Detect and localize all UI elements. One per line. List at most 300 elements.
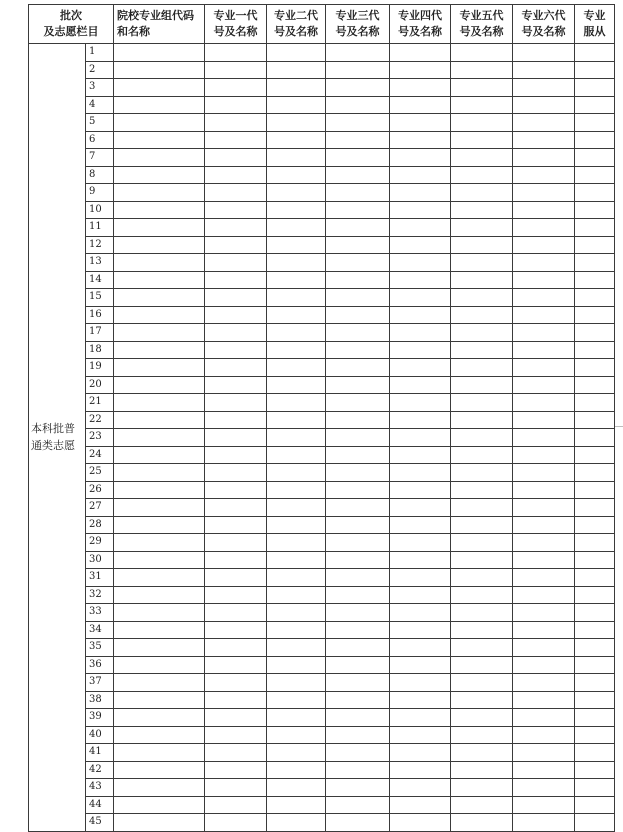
entry-cell[interactable] (390, 551, 451, 569)
entry-cell[interactable] (267, 569, 326, 587)
entry-cell[interactable] (205, 481, 267, 499)
entry-cell[interactable] (390, 201, 451, 219)
entry-cell[interactable] (326, 464, 390, 482)
entry-cell[interactable] (114, 131, 205, 149)
entry-cell[interactable] (267, 411, 326, 429)
entry-cell[interactable] (513, 341, 575, 359)
entry-cell[interactable] (451, 814, 513, 832)
entry-cell[interactable] (390, 779, 451, 797)
entry-cell[interactable] (451, 114, 513, 132)
entry-cell[interactable] (326, 411, 390, 429)
entry-cell[interactable] (114, 796, 205, 814)
entry-cell[interactable] (575, 586, 615, 604)
entry-cell[interactable] (575, 779, 615, 797)
entry-cell[interactable] (390, 569, 451, 587)
entry-cell[interactable] (326, 254, 390, 272)
entry-cell[interactable] (390, 796, 451, 814)
entry-cell[interactable] (205, 691, 267, 709)
entry-cell[interactable] (575, 551, 615, 569)
entry-cell[interactable] (326, 44, 390, 62)
entry-cell[interactable] (267, 761, 326, 779)
entry-cell[interactable] (390, 341, 451, 359)
entry-cell[interactable] (513, 551, 575, 569)
entry-cell[interactable] (114, 394, 205, 412)
entry-cell[interactable] (513, 131, 575, 149)
entry-cell[interactable] (205, 201, 267, 219)
entry-cell[interactable] (114, 481, 205, 499)
entry-cell[interactable] (267, 674, 326, 692)
entry-cell[interactable] (326, 61, 390, 79)
entry-cell[interactable] (451, 149, 513, 167)
entry-cell[interactable] (575, 814, 615, 832)
entry-cell[interactable] (451, 254, 513, 272)
entry-cell[interactable] (451, 779, 513, 797)
entry-cell[interactable] (205, 131, 267, 149)
entry-cell[interactable] (513, 254, 575, 272)
entry-cell[interactable] (267, 726, 326, 744)
entry-cell[interactable] (205, 306, 267, 324)
entry-cell[interactable] (267, 499, 326, 517)
entry-cell[interactable] (267, 236, 326, 254)
entry-cell[interactable] (114, 184, 205, 202)
entry-cell[interactable] (326, 149, 390, 167)
entry-cell[interactable] (205, 569, 267, 587)
entry-cell[interactable] (513, 656, 575, 674)
entry-cell[interactable] (451, 586, 513, 604)
entry-cell[interactable] (451, 551, 513, 569)
entry-cell[interactable] (513, 289, 575, 307)
entry-cell[interactable] (267, 324, 326, 342)
entry-cell[interactable] (267, 656, 326, 674)
entry-cell[interactable] (390, 499, 451, 517)
entry-cell[interactable] (575, 44, 615, 62)
entry-cell[interactable] (513, 814, 575, 832)
entry-cell[interactable] (267, 551, 326, 569)
entry-cell[interactable] (114, 271, 205, 289)
entry-cell[interactable] (513, 184, 575, 202)
entry-cell[interactable] (205, 796, 267, 814)
entry-cell[interactable] (205, 79, 267, 97)
entry-cell[interactable] (114, 674, 205, 692)
entry-cell[interactable] (513, 79, 575, 97)
entry-cell[interactable] (575, 166, 615, 184)
entry-cell[interactable] (114, 761, 205, 779)
entry-cell[interactable] (114, 166, 205, 184)
entry-cell[interactable] (114, 569, 205, 587)
entry-cell[interactable] (575, 96, 615, 114)
entry-cell[interactable] (326, 656, 390, 674)
entry-cell[interactable] (513, 516, 575, 534)
entry-cell[interactable] (114, 499, 205, 517)
entry-cell[interactable] (326, 96, 390, 114)
entry-cell[interactable] (451, 534, 513, 552)
entry-cell[interactable] (575, 446, 615, 464)
entry-cell[interactable] (390, 586, 451, 604)
entry-cell[interactable] (326, 79, 390, 97)
entry-cell[interactable] (513, 429, 575, 447)
entry-cell[interactable] (205, 219, 267, 237)
entry-cell[interactable] (575, 481, 615, 499)
entry-cell[interactable] (390, 271, 451, 289)
entry-cell[interactable] (205, 586, 267, 604)
entry-cell[interactable] (451, 131, 513, 149)
entry-cell[interactable] (326, 744, 390, 762)
entry-cell[interactable] (575, 604, 615, 622)
entry-cell[interactable] (513, 674, 575, 692)
entry-cell[interactable] (390, 376, 451, 394)
entry-cell[interactable] (575, 114, 615, 132)
entry-cell[interactable] (326, 166, 390, 184)
entry-cell[interactable] (114, 324, 205, 342)
entry-cell[interactable] (114, 114, 205, 132)
entry-cell[interactable] (267, 814, 326, 832)
entry-cell[interactable] (390, 131, 451, 149)
entry-cell[interactable] (575, 639, 615, 657)
entry-cell[interactable] (114, 656, 205, 674)
entry-cell[interactable] (451, 271, 513, 289)
entry-cell[interactable] (451, 201, 513, 219)
entry-cell[interactable] (205, 674, 267, 692)
entry-cell[interactable] (205, 96, 267, 114)
entry-cell[interactable] (451, 481, 513, 499)
entry-cell[interactable] (575, 691, 615, 709)
entry-cell[interactable] (575, 376, 615, 394)
entry-cell[interactable] (451, 324, 513, 342)
entry-cell[interactable] (114, 779, 205, 797)
entry-cell[interactable] (205, 446, 267, 464)
entry-cell[interactable] (451, 499, 513, 517)
entry-cell[interactable] (267, 464, 326, 482)
entry-cell[interactable] (451, 464, 513, 482)
entry-cell[interactable] (326, 184, 390, 202)
entry-cell[interactable] (575, 569, 615, 587)
entry-cell[interactable] (513, 446, 575, 464)
entry-cell[interactable] (390, 96, 451, 114)
entry-cell[interactable] (205, 464, 267, 482)
entry-cell[interactable] (575, 621, 615, 639)
entry-cell[interactable] (513, 499, 575, 517)
entry-cell[interactable] (513, 271, 575, 289)
entry-cell[interactable] (513, 359, 575, 377)
entry-cell[interactable] (205, 761, 267, 779)
entry-cell[interactable] (205, 61, 267, 79)
entry-cell[interactable] (114, 691, 205, 709)
entry-cell[interactable] (390, 236, 451, 254)
entry-cell[interactable] (575, 254, 615, 272)
entry-cell[interactable] (205, 779, 267, 797)
entry-cell[interactable] (267, 639, 326, 657)
entry-cell[interactable] (326, 236, 390, 254)
entry-cell[interactable] (205, 726, 267, 744)
entry-cell[interactable] (575, 184, 615, 202)
entry-cell[interactable] (267, 44, 326, 62)
entry-cell[interactable] (451, 656, 513, 674)
entry-cell[interactable] (114, 254, 205, 272)
entry-cell[interactable] (267, 586, 326, 604)
entry-cell[interactable] (451, 44, 513, 62)
entry-cell[interactable] (575, 656, 615, 674)
entry-cell[interactable] (326, 359, 390, 377)
entry-cell[interactable] (575, 796, 615, 814)
entry-cell[interactable] (114, 534, 205, 552)
entry-cell[interactable] (575, 341, 615, 359)
entry-cell[interactable] (575, 429, 615, 447)
entry-cell[interactable] (390, 534, 451, 552)
entry-cell[interactable] (575, 394, 615, 412)
entry-cell[interactable] (390, 306, 451, 324)
entry-cell[interactable] (114, 61, 205, 79)
entry-cell[interactable] (267, 306, 326, 324)
entry-cell[interactable] (451, 621, 513, 639)
entry-cell[interactable] (326, 481, 390, 499)
entry-cell[interactable] (267, 744, 326, 762)
entry-cell[interactable] (326, 604, 390, 622)
entry-cell[interactable] (114, 744, 205, 762)
entry-cell[interactable] (513, 604, 575, 622)
entry-cell[interactable] (390, 114, 451, 132)
entry-cell[interactable] (513, 796, 575, 814)
entry-cell[interactable] (205, 236, 267, 254)
entry-cell[interactable] (451, 61, 513, 79)
entry-cell[interactable] (326, 219, 390, 237)
entry-cell[interactable] (326, 761, 390, 779)
entry-cell[interactable] (326, 814, 390, 832)
entry-cell[interactable] (205, 814, 267, 832)
entry-cell[interactable] (451, 726, 513, 744)
entry-cell[interactable] (114, 464, 205, 482)
entry-cell[interactable] (326, 709, 390, 727)
entry-cell[interactable] (390, 359, 451, 377)
entry-cell[interactable] (205, 376, 267, 394)
entry-cell[interactable] (513, 324, 575, 342)
entry-cell[interactable] (326, 586, 390, 604)
entry-cell[interactable] (267, 61, 326, 79)
entry-cell[interactable] (326, 271, 390, 289)
entry-cell[interactable] (390, 604, 451, 622)
entry-cell[interactable] (326, 691, 390, 709)
entry-cell[interactable] (205, 656, 267, 674)
entry-cell[interactable] (390, 639, 451, 657)
entry-cell[interactable] (390, 166, 451, 184)
entry-cell[interactable] (326, 306, 390, 324)
entry-cell[interactable] (267, 201, 326, 219)
entry-cell[interactable] (326, 569, 390, 587)
entry-cell[interactable] (114, 359, 205, 377)
entry-cell[interactable] (267, 621, 326, 639)
entry-cell[interactable] (205, 44, 267, 62)
entry-cell[interactable] (390, 481, 451, 499)
entry-cell[interactable] (390, 814, 451, 832)
entry-cell[interactable] (513, 481, 575, 499)
entry-cell[interactable] (513, 96, 575, 114)
entry-cell[interactable] (575, 149, 615, 167)
entry-cell[interactable] (451, 376, 513, 394)
entry-cell[interactable] (451, 394, 513, 412)
entry-cell[interactable] (575, 236, 615, 254)
entry-cell[interactable] (513, 744, 575, 762)
entry-cell[interactable] (390, 446, 451, 464)
entry-cell[interactable] (390, 411, 451, 429)
entry-cell[interactable] (267, 114, 326, 132)
entry-cell[interactable] (513, 779, 575, 797)
entry-cell[interactable] (451, 96, 513, 114)
entry-cell[interactable] (451, 709, 513, 727)
entry-cell[interactable] (451, 306, 513, 324)
entry-cell[interactable] (451, 761, 513, 779)
entry-cell[interactable] (575, 464, 615, 482)
entry-cell[interactable] (267, 271, 326, 289)
entry-cell[interactable] (114, 429, 205, 447)
entry-cell[interactable] (267, 709, 326, 727)
entry-cell[interactable] (451, 569, 513, 587)
entry-cell[interactable] (390, 726, 451, 744)
entry-cell[interactable] (513, 166, 575, 184)
entry-cell[interactable] (326, 796, 390, 814)
entry-cell[interactable] (513, 639, 575, 657)
entry-cell[interactable] (451, 359, 513, 377)
entry-cell[interactable] (575, 131, 615, 149)
entry-cell[interactable] (390, 219, 451, 237)
entry-cell[interactable] (390, 254, 451, 272)
entry-cell[interactable] (326, 516, 390, 534)
entry-cell[interactable] (114, 639, 205, 657)
entry-cell[interactable] (205, 411, 267, 429)
entry-cell[interactable] (390, 79, 451, 97)
entry-cell[interactable] (267, 604, 326, 622)
entry-cell[interactable] (451, 429, 513, 447)
entry-cell[interactable] (513, 149, 575, 167)
entry-cell[interactable] (267, 166, 326, 184)
entry-cell[interactable] (114, 376, 205, 394)
entry-cell[interactable] (513, 709, 575, 727)
entry-cell[interactable] (326, 534, 390, 552)
entry-cell[interactable] (575, 271, 615, 289)
entry-cell[interactable] (575, 726, 615, 744)
entry-cell[interactable] (575, 534, 615, 552)
entry-cell[interactable] (205, 516, 267, 534)
entry-cell[interactable] (451, 79, 513, 97)
entry-cell[interactable] (390, 656, 451, 674)
entry-cell[interactable] (575, 61, 615, 79)
entry-cell[interactable] (513, 691, 575, 709)
entry-cell[interactable] (513, 534, 575, 552)
entry-cell[interactable] (390, 394, 451, 412)
entry-cell[interactable] (390, 61, 451, 79)
entry-cell[interactable] (390, 149, 451, 167)
entry-cell[interactable] (326, 324, 390, 342)
entry-cell[interactable] (575, 411, 615, 429)
entry-cell[interactable] (390, 429, 451, 447)
entry-cell[interactable] (114, 96, 205, 114)
entry-cell[interactable] (114, 446, 205, 464)
entry-cell[interactable] (513, 306, 575, 324)
entry-cell[interactable] (114, 814, 205, 832)
entry-cell[interactable] (205, 639, 267, 657)
entry-cell[interactable] (267, 394, 326, 412)
entry-cell[interactable] (205, 429, 267, 447)
entry-cell[interactable] (205, 709, 267, 727)
entry-cell[interactable] (114, 341, 205, 359)
entry-cell[interactable] (513, 376, 575, 394)
entry-cell[interactable] (326, 131, 390, 149)
entry-cell[interactable] (267, 516, 326, 534)
entry-cell[interactable] (114, 516, 205, 534)
entry-cell[interactable] (205, 744, 267, 762)
entry-cell[interactable] (326, 674, 390, 692)
entry-cell[interactable] (205, 114, 267, 132)
entry-cell[interactable] (114, 551, 205, 569)
entry-cell[interactable] (267, 376, 326, 394)
entry-cell[interactable] (575, 289, 615, 307)
entry-cell[interactable] (114, 236, 205, 254)
entry-cell[interactable] (451, 516, 513, 534)
entry-cell[interactable] (267, 779, 326, 797)
entry-cell[interactable] (513, 761, 575, 779)
entry-cell[interactable] (326, 376, 390, 394)
entry-cell[interactable] (513, 61, 575, 79)
entry-cell[interactable] (267, 79, 326, 97)
entry-cell[interactable] (205, 359, 267, 377)
entry-cell[interactable] (205, 184, 267, 202)
entry-cell[interactable] (267, 796, 326, 814)
entry-cell[interactable] (114, 79, 205, 97)
entry-cell[interactable] (267, 96, 326, 114)
entry-cell[interactable] (205, 289, 267, 307)
entry-cell[interactable] (451, 639, 513, 657)
entry-cell[interactable] (205, 341, 267, 359)
entry-cell[interactable] (575, 79, 615, 97)
entry-cell[interactable] (451, 411, 513, 429)
entry-cell[interactable] (267, 219, 326, 237)
entry-cell[interactable] (451, 796, 513, 814)
entry-cell[interactable] (326, 639, 390, 657)
entry-cell[interactable] (575, 761, 615, 779)
entry-cell[interactable] (267, 429, 326, 447)
entry-cell[interactable] (267, 149, 326, 167)
entry-cell[interactable] (575, 744, 615, 762)
entry-cell[interactable] (267, 289, 326, 307)
entry-cell[interactable] (575, 219, 615, 237)
entry-cell[interactable] (205, 149, 267, 167)
entry-cell[interactable] (575, 359, 615, 377)
entry-cell[interactable] (390, 184, 451, 202)
entry-cell[interactable] (451, 446, 513, 464)
entry-cell[interactable] (114, 604, 205, 622)
entry-cell[interactable] (513, 586, 575, 604)
entry-cell[interactable] (114, 149, 205, 167)
entry-cell[interactable] (326, 429, 390, 447)
entry-cell[interactable] (205, 534, 267, 552)
entry-cell[interactable] (267, 481, 326, 499)
entry-cell[interactable] (513, 411, 575, 429)
entry-cell[interactable] (513, 201, 575, 219)
entry-cell[interactable] (114, 709, 205, 727)
entry-cell[interactable] (267, 359, 326, 377)
entry-cell[interactable] (451, 289, 513, 307)
entry-cell[interactable] (205, 394, 267, 412)
entry-cell[interactable] (114, 726, 205, 744)
entry-cell[interactable] (326, 394, 390, 412)
entry-cell[interactable] (513, 726, 575, 744)
entry-cell[interactable] (205, 254, 267, 272)
entry-cell[interactable] (575, 674, 615, 692)
entry-cell[interactable] (513, 394, 575, 412)
entry-cell[interactable] (267, 446, 326, 464)
entry-cell[interactable] (575, 201, 615, 219)
entry-cell[interactable] (267, 691, 326, 709)
entry-cell[interactable] (513, 219, 575, 237)
entry-cell[interactable] (205, 166, 267, 184)
